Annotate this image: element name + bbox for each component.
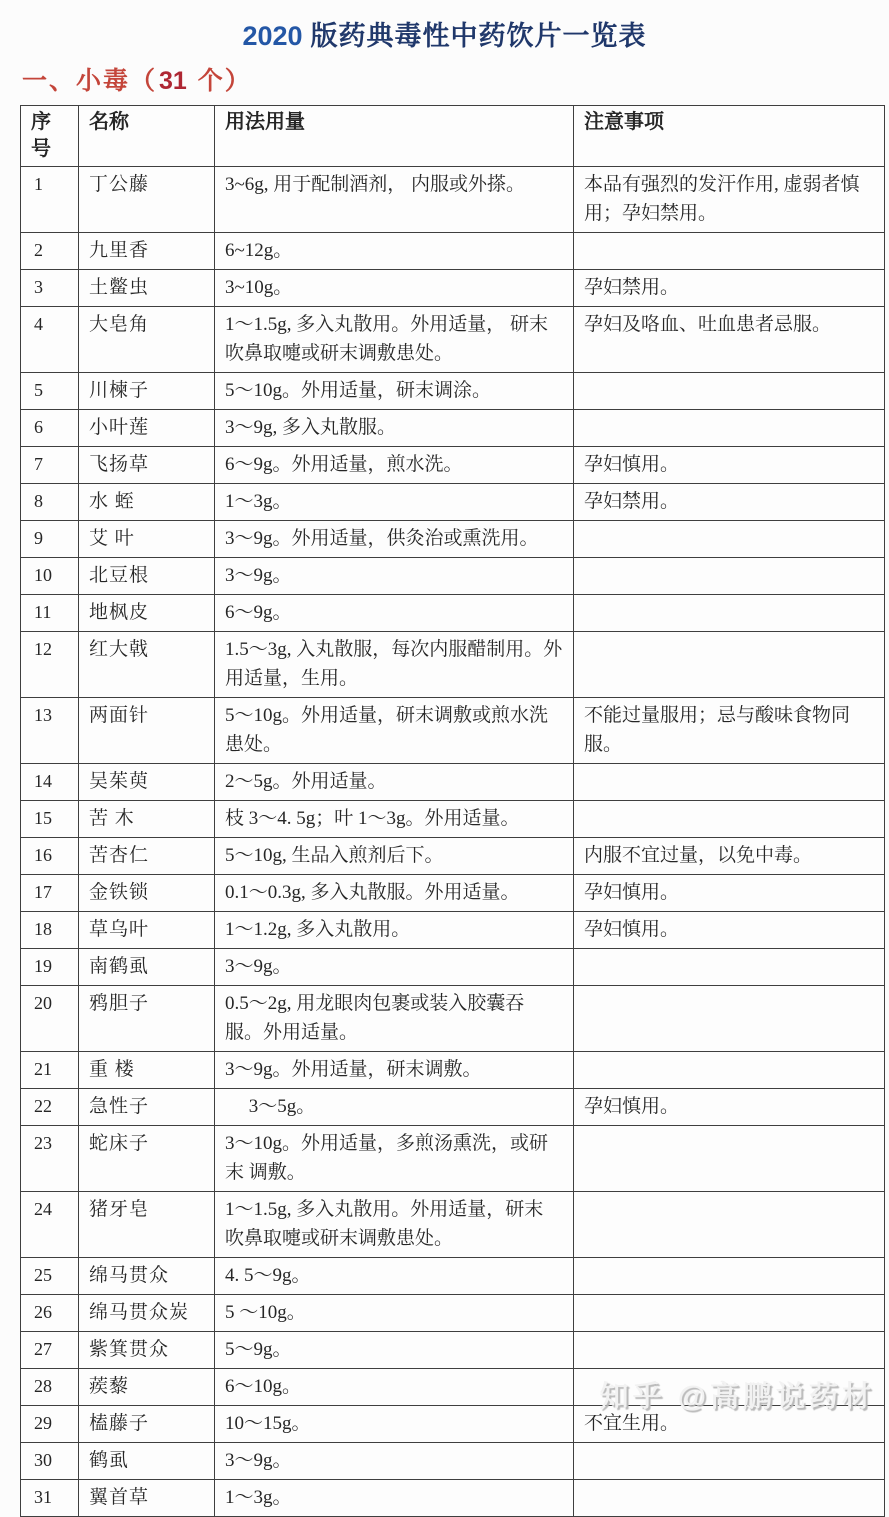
cell-num: 8 (21, 484, 79, 521)
cell-usage: 3～9g, 多入丸散服。 (215, 410, 574, 447)
cell-note (574, 1052, 885, 1089)
cell-usage: 1～1.2g, 多入丸散用。 (215, 912, 574, 949)
cell-note: 孕妇慎用。 (574, 875, 885, 912)
cell-num: 9 (21, 521, 79, 558)
page-title (0, 14, 889, 53)
cell-note (574, 764, 885, 801)
cell-num: 18 (21, 912, 79, 949)
cell-note (574, 1369, 885, 1406)
cell-name: 鹤虱 (79, 1443, 215, 1480)
table-row (21, 521, 885, 558)
cell-name: 红大戟 (79, 632, 215, 698)
table-row (21, 1126, 885, 1192)
cell-name: 土鳖虫 (79, 270, 215, 307)
cell-name: 两面针 (79, 698, 215, 764)
table-row (21, 986, 885, 1052)
cell-usage: 6～9g。外用适量，煎水洗。 (215, 447, 574, 484)
cell-name: 飞扬草 (79, 447, 215, 484)
cell-usage: 3~6g, 用于配制酒剂， 内服或外搽。 (215, 167, 574, 233)
cell-name: 绵马贯众炭 (79, 1295, 215, 1332)
cell-note (574, 1480, 885, 1517)
cell-num: 6 (21, 410, 79, 447)
toxic-herbs-table (20, 105, 885, 1517)
cell-name: 川楝子 (79, 373, 215, 410)
cell-note: 孕妇禁用。 (574, 484, 885, 521)
cell-name: 猪牙皂 (79, 1192, 215, 1258)
cell-num: 24 (21, 1192, 79, 1258)
table-row (21, 1089, 885, 1126)
cell-num: 5 (21, 373, 79, 410)
cell-num: 23 (21, 1126, 79, 1192)
table-row (21, 949, 885, 986)
cell-name: 艾 叶 (79, 521, 215, 558)
cell-num: 2 (21, 233, 79, 270)
cell-note (574, 632, 885, 698)
table-row (21, 801, 885, 838)
cell-name: 金铁锁 (79, 875, 215, 912)
cell-num: 14 (21, 764, 79, 801)
cell-usage: 2～5g。外用适量。 (215, 764, 574, 801)
cell-note (574, 1192, 885, 1258)
section-label-pre: 一、小毒（ (22, 67, 158, 95)
cell-num: 17 (21, 875, 79, 912)
cell-name: 小叶莲 (79, 410, 215, 447)
cell-note (574, 949, 885, 986)
cell-usage: 1～1.5g, 多入丸散用。外用适量，研末 吹鼻取嚏或研末调敷患处。 (215, 1192, 574, 1258)
cell-name: 绵马贯众 (79, 1258, 215, 1295)
cell-usage: 5～9g。 (215, 1332, 574, 1369)
cell-num: 4 (21, 307, 79, 373)
cell-name: 翼首草 (79, 1480, 215, 1517)
cell-name: 南鹤虱 (79, 949, 215, 986)
cell-num: 13 (21, 698, 79, 764)
cell-note (574, 1443, 885, 1480)
cell-num: 29 (21, 1406, 79, 1443)
cell-note (574, 595, 885, 632)
cell-num: 15 (21, 801, 79, 838)
cell-num: 19 (21, 949, 79, 986)
cell-usage: 0.1～0.3g, 多入丸散服。外用适量。 (215, 875, 574, 912)
table-row (21, 1332, 885, 1369)
cell-note: 孕妇禁用。 (574, 270, 885, 307)
table-body (21, 167, 885, 1517)
cell-num: 30 (21, 1443, 79, 1480)
cell-name: 蒺藜 (79, 1369, 215, 1406)
cell-usage: 3~10g。 (215, 270, 574, 307)
table-row (21, 447, 885, 484)
table-row (21, 632, 885, 698)
cell-note (574, 1258, 885, 1295)
table-row (21, 698, 885, 764)
header-row (21, 106, 885, 167)
cell-note: 不宜生用。 (574, 1406, 885, 1443)
cell-note: 孕妇及咯血、吐血患者忌服。 (574, 307, 885, 373)
cell-usage: 3～9g。 (215, 558, 574, 595)
table-row (21, 764, 885, 801)
cell-note (574, 521, 885, 558)
section-label-post: 个） (188, 67, 252, 95)
table-row (21, 1443, 885, 1480)
cell-note (574, 1295, 885, 1332)
cell-num: 12 (21, 632, 79, 698)
cell-name: 地枫皮 (79, 595, 215, 632)
cell-name: 鸦胆子 (79, 986, 215, 1052)
cell-note: 本品有强烈的发汗作用, 虚弱者慎用；孕妇禁用。 (574, 167, 885, 233)
table-row (21, 1480, 885, 1517)
cell-usage: 6～9g。 (215, 595, 574, 632)
section-heading (22, 61, 889, 97)
table-row (21, 410, 885, 447)
cell-num: 21 (21, 1052, 79, 1089)
cell-name: 苦 木 (79, 801, 215, 838)
cell-usage: 10～15g。 (215, 1406, 574, 1443)
cell-name: 重 楼 (79, 1052, 215, 1089)
title-text: 版药典毒性中药饮片一览表 (310, 21, 647, 51)
cell-usage: 0.5～2g, 用龙眼肉包裹或装入胶囊吞 服。外用适量。 (215, 986, 574, 1052)
cell-usage: 5～10g, 生品入煎剂后下。 (215, 838, 574, 875)
cell-usage: 3～5g。 (215, 1089, 574, 1126)
column-header-name: 名称 (79, 106, 215, 167)
cell-num: 3 (21, 270, 79, 307)
table-row (21, 373, 885, 410)
cell-name: 大皂角 (79, 307, 215, 373)
cell-name: 蛇床子 (79, 1126, 215, 1192)
cell-name: 水 蛭 (79, 484, 215, 521)
cell-note: 孕妇慎用。 (574, 912, 885, 949)
cell-usage: 3～10g。外用适量，多煎汤熏洗，或研末 调敷。 (215, 1126, 574, 1192)
table-row (21, 838, 885, 875)
cell-usage: 1～3g。 (215, 484, 574, 521)
cell-num: 16 (21, 838, 79, 875)
cell-name: 九里香 (79, 233, 215, 270)
cell-name: 苦杏仁 (79, 838, 215, 875)
cell-note: 内服不宜过量，以免中毒。 (574, 838, 885, 875)
table-row (21, 270, 885, 307)
table-row (21, 167, 885, 233)
cell-usage: 3～9g。外用适量，供灸治或熏洗用。 (215, 521, 574, 558)
column-header-usage: 用法用量 (215, 106, 574, 167)
table-row (21, 1406, 885, 1443)
table-row (21, 875, 885, 912)
cell-usage: 3～9g。 (215, 1443, 574, 1480)
column-header-num: 序号 (21, 106, 79, 167)
cell-note (574, 986, 885, 1052)
cell-num: 28 (21, 1369, 79, 1406)
column-header-note: 注意事项 (574, 106, 885, 167)
table-row (21, 558, 885, 595)
cell-num: 26 (21, 1295, 79, 1332)
table-row (21, 912, 885, 949)
cell-name: 紫箕贯众 (79, 1332, 215, 1369)
table-row (21, 1192, 885, 1258)
table-row (21, 233, 885, 270)
cell-note: 孕妇慎用。 (574, 1089, 885, 1126)
cell-usage: 3～9g。 (215, 949, 574, 986)
cell-note (574, 373, 885, 410)
cell-name: 榼藤子 (79, 1406, 215, 1443)
cell-num: 7 (21, 447, 79, 484)
cell-usage: 5 ～10g。 (215, 1295, 574, 1332)
cell-note: 孕妇慎用。 (574, 447, 885, 484)
cell-name: 急性子 (79, 1089, 215, 1126)
cell-name: 草乌叶 (79, 912, 215, 949)
cell-note: 不能过量服用；忌与酸味食物同服。 (574, 698, 885, 764)
cell-usage: 5～10g。外用适量，研末调涂。 (215, 373, 574, 410)
cell-num: 31 (21, 1480, 79, 1517)
table-row (21, 1258, 885, 1295)
cell-note (574, 1126, 885, 1192)
title-year: 2020 (242, 21, 303, 51)
table-header (21, 106, 885, 167)
cell-num: 11 (21, 595, 79, 632)
cell-usage: 5～10g。外用适量，研末调敷或煎水洗患处。 (215, 698, 574, 764)
cell-note (574, 801, 885, 838)
watermark: 知乎 @高鹏说药材 (599, 1381, 875, 1413)
table-row (21, 484, 885, 521)
cell-num: 1 (21, 167, 79, 233)
section-count: 31 (159, 67, 187, 95)
table-row (21, 1295, 885, 1332)
cell-usage: 6~12g。 (215, 233, 574, 270)
page (0, 14, 889, 1517)
cell-usage: 6～10g。 (215, 1369, 574, 1406)
table-row (21, 1369, 885, 1406)
cell-name: 吴茱萸 (79, 764, 215, 801)
cell-num: 10 (21, 558, 79, 595)
cell-num: 25 (21, 1258, 79, 1295)
cell-note (574, 410, 885, 447)
cell-usage: 1～3g。 (215, 1480, 574, 1517)
cell-usage: 4. 5～9g。 (215, 1258, 574, 1295)
cell-num: 27 (21, 1332, 79, 1369)
cell-note (574, 558, 885, 595)
cell-note (574, 233, 885, 270)
cell-usage: 1.5～3g, 入丸散服，每次内服醋制用。外用适量，生用。 (215, 632, 574, 698)
cell-usage: 3～9g。外用适量，研末调敷。 (215, 1052, 574, 1089)
table-row (21, 595, 885, 632)
table-row (21, 307, 885, 373)
table-row (21, 1052, 885, 1089)
cell-usage: 1～1.5g, 多入丸散用。外用适量， 研末 吹鼻取嚏或研末调敷患处。 (215, 307, 574, 373)
cell-usage: 枝 3～4. 5g；叶 1～3g。外用适量。 (215, 801, 574, 838)
cell-note (574, 1332, 885, 1369)
cell-name: 北豆根 (79, 558, 215, 595)
cell-name: 丁公藤 (79, 167, 215, 233)
cell-num: 22 (21, 1089, 79, 1126)
cell-num: 20 (21, 986, 79, 1052)
